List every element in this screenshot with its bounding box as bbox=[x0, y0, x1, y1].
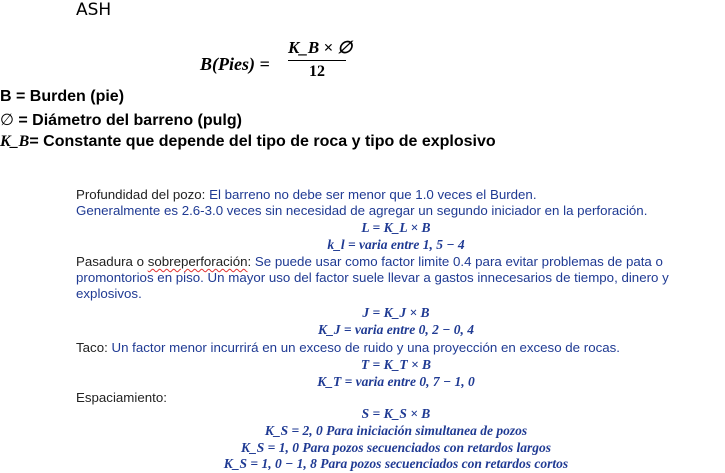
formula-numerator: K_B × ∅ bbox=[288, 38, 353, 57]
pasadura-text3: explosivos. bbox=[76, 286, 142, 301]
formula-denominator: 12 bbox=[309, 63, 325, 80]
document-title: ASH bbox=[76, 0, 112, 20]
pasadura-text: Se puede usar como factor limite 0.4 para evitar problemas de pata o bbox=[251, 254, 663, 269]
formula-fraction bbox=[288, 38, 353, 81]
def-symbol: ∅ bbox=[0, 112, 14, 129]
taco-label: Taco: bbox=[76, 340, 108, 355]
pasadura-line3 bbox=[76, 286, 142, 302]
def-text: = Diámetro del barreno (pulg) bbox=[13, 112, 242, 129]
profundidad-text: El barreno no debe ser menor que 1.0 veces el Burden. bbox=[205, 187, 537, 202]
profundidad-label: Profundidad del pozo: bbox=[76, 187, 206, 202]
eq-s: S = K_S × B bbox=[361, 406, 431, 421]
eq-j: J = K_J × B bbox=[362, 305, 430, 320]
eq-kl: k_l = varia entre 1, 5 − 4 bbox=[327, 237, 465, 252]
def-text: = Constante que depende del tipo de roca y tipo de explosivo bbox=[29, 133, 496, 150]
pasadura-line1 bbox=[76, 254, 663, 270]
eq-kj: K_J = varia entre 0, 2 − 0, 4 bbox=[317, 322, 475, 337]
pasadura-text2: promontorios en piso. Un mayor uso del factor suele llevar a gastos innecesarios de tiempo, dinero y bbox=[76, 270, 669, 285]
definition-kb bbox=[0, 133, 496, 151]
pasadura-label-b: sobreperforación bbox=[147, 254, 248, 269]
eq-ks-2: K_S = 1, 0 Para pozos secuenciados con retardos largos bbox=[241, 440, 551, 455]
definition-diameter bbox=[0, 110, 242, 130]
eq-ks-3: K_S = 1, 0 − 1, 8 Para pozos secuenciados con retardos cortos bbox=[223, 456, 569, 471]
eq-kt: K_T = varia entre 0, 7 − 1, 0 bbox=[317, 374, 475, 389]
pasadura-label-c: : bbox=[247, 254, 252, 269]
def-symbol: B bbox=[0, 88, 12, 105]
def-symbol: K_B bbox=[0, 133, 30, 150]
profundidad-line2 bbox=[76, 203, 647, 219]
taco-line1 bbox=[76, 340, 620, 356]
def-text: = Burden (pie) bbox=[11, 88, 125, 105]
eq-l: L = K_L × B bbox=[361, 220, 431, 235]
taco-text: Un factor menor incurrirá en un exceso de ruido y una proyección en exceso de rocas. bbox=[107, 340, 620, 355]
espaciamiento-label-text: Espaciamiento: bbox=[76, 390, 167, 405]
profundidad-line1 bbox=[76, 187, 537, 203]
fraction-bar bbox=[288, 60, 346, 61]
espaciamiento-label bbox=[76, 390, 167, 406]
pasadura-label-a: Pasadura o bbox=[76, 254, 148, 269]
pasadura-line2 bbox=[76, 270, 669, 286]
profundidad-text2: Generalmente es 2.6-3.0 veces sin necesidad de agregar un segundo iniciador en la perforación. bbox=[76, 203, 648, 218]
definition-burden bbox=[0, 88, 124, 106]
eq-ks-1: K_S = 2, 0 Para iniciación simultanea de pozos bbox=[264, 423, 528, 438]
eq-t: T = K_T × B bbox=[360, 357, 432, 372]
formula-lhs: B(Pies) = bbox=[200, 54, 270, 74]
